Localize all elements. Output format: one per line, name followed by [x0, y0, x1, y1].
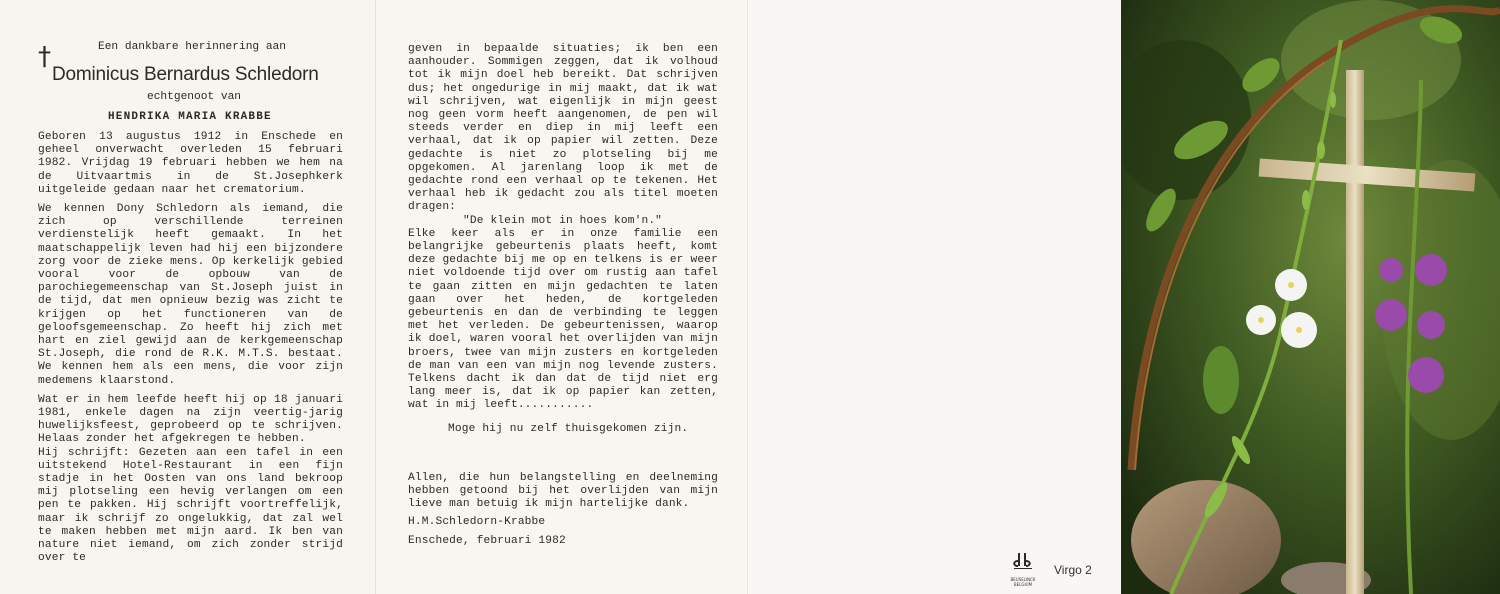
closing-wish: Moge hij nu zelf thuisgekomen zijn. — [448, 422, 689, 435]
paragraph-anniversary: Wat er in hem leefde heeft hij op 18 januari 1981, enkele dagen na zijn veertig-jarig huwelijksfeest, geprobeerd op te schrijven. Helaas zonder het afgekregen te hebben. — [38, 393, 343, 446]
middle-text-panel — [375, 0, 748, 594]
logo-text-2: BELGIUM — [1013, 582, 1033, 587]
cover-photo — [1121, 0, 1500, 594]
paragraph-continuation: geven in bepaalde situaties; ik ben een aanhouder. Sommigen zeggen, dat ik volhoud tot ik mijn doel heb bereikt. Dat schrijven dus; het ongedurige in mij maakt, dat ik wat wil schrijven, wat eigenlijk in mijn geest nog geen vorm heeft aangenomen, de pen wil steeds verder en diep in mij leeft een verhaal, dat ik op papier wil zetten. Deze gedachte is niet zo plotseling bij me opgekomen. Al jarenlang loop ik met de gedachte rond een verhaal op te tekenen. Het verhaal heb ik gedacht zou als titel moeten dragen: — [408, 43, 718, 214]
thanks-paragraph: Allen, die hun belangstelling en deelneming hebben getoond bij het overlijden van mijn lieve man betuig ik mijn hartelijke dank. — [408, 471, 718, 511]
card-label: Virgo 2 — [1054, 563, 1092, 577]
deceased-name: Dominicus Bernardus Schledorn — [52, 64, 319, 85]
story-title-quote: "De klein mot in hoes kom'n." — [463, 214, 663, 227]
paragraph-family-events: Elke keer als er in onze familie een belangrijke gebeurtenis plaats heeft, komt deze gedachte bij me op en telkens is er weer niet voldoende tijd over om rustig aan tafel te gaan zitten en mijn gedachten te laten gaan over het heden, de kortgeleden gebeurtenis en dan de verbinding te leggen met het verleden. De gebeurtenissen, waarop ik doel, waren vooral het overlijden van mijn broers, twee van mijn zusters en kortgeleden de man van een van mijn nog levende zusters. Telkens dacht ik dan dat de tijd niet erg lang meer is, dat ik op papier kan zetten, wat in mij leeft........... — [408, 227, 718, 412]
publisher-logo-icon — [1010, 552, 1036, 587]
cross-flowers-illustration — [1121, 0, 1500, 594]
blank-back-panel — [747, 0, 1122, 594]
right-text-column — [408, 43, 718, 554]
latin-cross-icon: † — [38, 42, 51, 72]
left-text-panel — [0, 0, 375, 594]
paragraph-birth-death: Geboren 13 augustus 1912 in Enschede en geheel onverwacht overleden 15 februari 1982. Vrijdag 19 februari hebben we hem na de Uitvaartmis in de St.Josephkerk uitgeleide gedaan naar het crematorium. — [38, 131, 343, 196]
signature: H.M.Schledorn-Krabbe — [408, 515, 546, 528]
spouse-name: HENDRIKA MARIA KRABBE — [108, 111, 272, 123]
logo-text-1: BEUSELINCK — [1010, 577, 1036, 582]
spouse-intro: echtgenoot van — [147, 91, 241, 103]
paragraph-character: We kennen Dony Schledorn als iemand, die zich op verschillende terreinen verdienstelijk heeft gemaakt. In het maatschappelijk leven had hij een bijzondere zorg voor de zieke mens. Op kerkelijk gebied vooral voor de opbouw van de parochiegemeenschap van St.Joseph juist in de tijd, dat men opnieuw bezig was zicht te krijgen op het functioneren van de geloofsgemeenschap. Zo heeft hij zich met hart en ziel gewijd aan de kerkgemeenschap St.Joseph, die rond de R.K. M.T.S. bestaat. We kennen hem als een mens, die voor zijn medemens klaarstond. — [38, 203, 343, 387]
intro-line: Een dankbare herinnering aan — [98, 41, 286, 53]
place-date: Enschede, februari 1982 — [408, 534, 566, 547]
left-text-column — [38, 131, 343, 572]
paragraph-writing: Hij schrijft: Gezeten aan een tafel in een uitstekend Hotel-Restaurant in een fijn stadje in het Oosten van ons land bekroop mij plotseling een hevig verlangen om een pen te pakken. Hij schrijft voortreffelijk, maar ik schrijf zo ongelukkig, dat zal wel te maken hebben met mijn aard. Ik ben van nature niet iemand, om zich zonder strijd over te — [38, 446, 343, 565]
